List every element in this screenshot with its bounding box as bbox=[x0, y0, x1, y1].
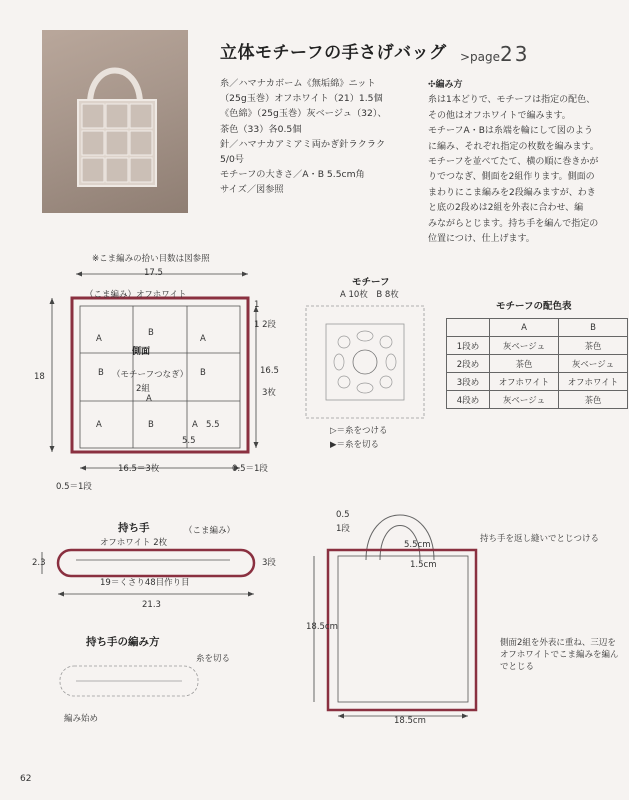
legend-join: ▷＝糸をつける bbox=[330, 426, 388, 436]
assembly-diagram bbox=[300, 490, 500, 730]
legend-cut: ▶＝糸を切る bbox=[330, 440, 380, 450]
color-table: A B 1段め 灰ベージュ 茶色 2段め 茶色 灰ベージュ 3段め オフホワイト オフホワイト 4段め 灰ベージュ 茶色 bbox=[446, 318, 628, 409]
page-number: 62 bbox=[20, 774, 32, 784]
instructions: ✣編み方 糸は1本どりで、モチーフは指定の配色、 その他はオフホワイトで編みます。 モチーフA・Bは糸端を輪にして図のよう に編み、それぞれ指定の枚数を編みます。 モチーフを並べてたて、横の順に巻きかが りでつなぎ、側面を2組作ります。側面の まわりにこま編みを2段編みますが、わき と底の2段めは2組を外表に合わせ、編 みながらとじます。持ち手を編んで指定の 位置につけ、仕上げます。 bbox=[428, 80, 599, 245]
motif-counts: A 10枚 B 8枚 bbox=[340, 290, 399, 300]
side-note: ※こま編みの拾い目数は図参照 bbox=[92, 254, 210, 264]
panel-name: 側面 bbox=[132, 347, 151, 357]
edge-label: （こま編み）オフホワイト bbox=[85, 290, 187, 300]
product-photo bbox=[42, 30, 188, 213]
handle-stitch-chart bbox=[56, 660, 206, 706]
motif-chart bbox=[296, 300, 436, 430]
handle-method-title: 持ち手の編み方 bbox=[86, 636, 160, 648]
page-reference: >page23 bbox=[460, 42, 530, 66]
materials-list: 糸／ハマナカボーム《無垢綿》ニット （25g玉巻）オフホワイト（21）1.5個 《色綿》（25g玉巻）灰ベージュ（32）、 茶色（33）各0.5個 針／ハマナカアミアミ両かぎ針ラクラク 5/0号 モチーフの大きさ／A・B 5.5cm角 サイズ／図参照 bbox=[220, 78, 387, 196]
handle-title: 持ち手 bbox=[118, 522, 150, 534]
page-title: 立体モチーフの手さげバッグ bbox=[220, 43, 447, 63]
color-table-title: モチーフの配色表 bbox=[496, 301, 572, 312]
motif-title: モチーフ bbox=[352, 277, 390, 288]
